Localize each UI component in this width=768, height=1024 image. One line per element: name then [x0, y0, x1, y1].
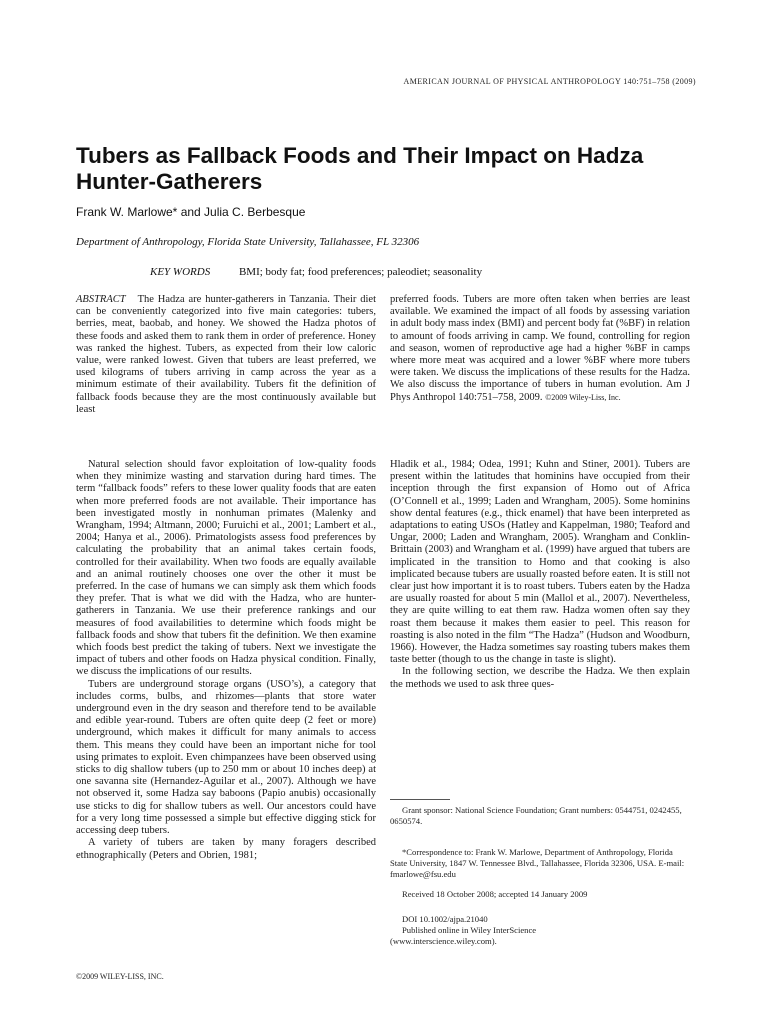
abstract-right-column [390, 294, 690, 404]
keywords [150, 266, 482, 278]
website-text: (www.interscience.wiley.com). [390, 936, 497, 946]
doi-text: DOI 10.1002/ajpa.21040 [402, 914, 488, 924]
keywords-label: KEY WORDS [150, 266, 211, 278]
body-paragraph: A variety of tubers are taken by many foragers described ethnographically (Peters and Obrien, 1981; [76, 837, 376, 861]
abstract-left-column [76, 294, 376, 416]
body-left-column [76, 459, 376, 862]
affiliation: Department of Anthropology, Florida State University, Tallahassee, FL 32306 [76, 236, 420, 248]
grant-sponsor-text: Grant sponsor: National Science Foundation; Grant numbers: 0544751, 0242455, 0650574. [390, 805, 682, 826]
footnote-received [390, 889, 690, 900]
abstract-copyright: ©2009 Wiley-Liss, Inc. [545, 392, 621, 402]
keywords-value: BMI; body fat; food preferences; paleodiet; seasonality [238, 266, 483, 278]
body-paragraph: Natural selection should favor exploitation of low-quality foods when they minimize wasting and starvation during hard times. The term “fallback foods” refers to these lower quality foods that are eaten when more preferred foods are not available. Their importance has been investigated mostly in nonhuman primates (Malenky and Wrangham, 1994; Altmann, 2000; Furuichi et al., 2001; Lambert et al., 2004; Hanya et al., 2006). Primatologists assess food preferences by calculating the probability that an animal takes certain foods, controlled for their availability. When two foods are equally available and an animal routinely chooses one over the other it must be preferred. In the case of humans we can simply ask them which foods they prefer. That is what we did with the Hadza, who are hunter-gatherers in Tanzania. We use their preference rankings and our measures of food availabilities to determine which foods might be fallback foods and show that tubers fit the definition. We then examine which foods best predict the taking of tubers. Next we investigate the impact of tubers and other foods on Hadza physical condition. Finally, we discuss the implications of our results. [76, 459, 376, 678]
abstract-text-left: The Hadza are hunter-gatherers in Tanzania. Their diet can be conveniently categorized into five main categories: tubers, berries, meat, baobab, and honey. We showed the Hadza photos of these foods and asked them to rank them in order of preference. Honey was ranked the highest. Tubers, as expected from their low caloric value, were ranked lowest. Given that tubers are least preferred, we used kilograms of tubers arriving in camp across the year as a minimum estimate of their availability. Tubers fit the definition of fallback foods because they are the most continuously available but least [76, 294, 376, 415]
received-text: Received 18 October 2008; accepted 14 January 2009 [402, 889, 588, 899]
footnote-grant-sponsor [390, 805, 690, 827]
body-paragraph: In the following section, we describe the Hadza. We then explain the methods we used to ask three ques- [390, 666, 690, 690]
body-paragraph: Hladik et al., 1984; Odea, 1991; Kuhn and Stiner, 2001). Tubers are present within the latitudes that hominins have occupied from their inception through the first expansion of Homo out of Africa (O’Connell et al., 1999; Laden and Wrangham, 2005). Some hominins show dental features (e.g., thick enamel) that have been interpreted as adaptations to eating USOs (Hatley and Kappelman, 1980; Teaford and Ungar, 2000; Laden and Wrangham, 2005). Wrangham and Conklin-Brittain (2003) and Wrangham et al. (1999) have argued that tubers are implicated in the transition to Homo and that cooking is also implicated because tubers are usually roasted before eaten. It is still not clear just how important it is to roast tubers. Tubers eaten by the Hadza are usually roasted for about 5 min (Mallol et al., 2007). Nevertheless, they are quite willing to eat them raw. Hadza women often say they roast them because it makes them easier to peel. This reason for roasting is also noted in the film “The Hadza” (Hudson and Woodburn, 1966). However, the Hadza sometimes say roasting tubers makes them taste better (though to us the change in taste is slight). [390, 459, 690, 666]
footnote-correspondence [390, 847, 690, 880]
correspondence-text: *Correspondence to: Frank W. Marlowe, Department of Anthropology, Florida State University, 1847 W. Tennessee Blvd., Tallahassee, Florida 32306, USA. E-mail: fmarlowe@fsu.edu [390, 847, 685, 879]
abstract-text-right: preferred foods. Tubers are more often taken when berries are least available. We examined the impact of all foods by assessing variation in adult body mass index (BMI) and percent body fat (%BF) in relation to amount of foods arriving in camp. We found, controlling for region and season, women of reproductive age had a higher %BF in camps where more meat was acquired and a lower %BF where more tubers were taken. We discuss the implications of these results for the Hadza. We also discuss the importance of tubers in human evolution. Am J Phys Anthropol 140:751–758, 2009. [390, 294, 690, 403]
body-right-column [390, 459, 690, 691]
page-footer: ©2009 WILEY-LISS, INC. [76, 972, 164, 981]
running-head: AMERICAN JOURNAL OF PHYSICAL ANTHROPOLOGY 140:751–758 (2009) [403, 77, 696, 86]
footnote-divider [390, 799, 450, 800]
article-title: Tubers as Fallback Foods and Their Impact on Hadza Hunter-Gatherers [76, 143, 644, 194]
abstract-label: ABSTRACT [76, 294, 126, 305]
body-paragraph: Tubers are underground storage organs (USO’s), a category that includes corms, bulbs, and rhizomes—plants that store water underground even in the dry season and therefore tend to be available and edible year-round. Tubers are often quite deep (2 feet or more) underground, which makes it difficult for many animals to access them. This means they could have been an important niche for tool using primates to exploit. Even chimpanzees have been observed using sticks to dig shallow tubers (up to 250 mm or about 10 inches deep) at one savanna site (Hernandez-Aguilar et al., 2007). Although we have not observed it, some Hadza say baboons (Papio anubis) occasionally use sticks to dig for shallow tubers as well. Our ancestors could have for a very long time possessed a simple but effective digging stick for accessing deep tubers. [76, 678, 376, 837]
footnote-doi [390, 914, 690, 947]
authors: Frank W. Marlowe* and Julia C. Berbesque [76, 205, 306, 219]
published-text: Published online in Wiley InterScience [402, 925, 537, 935]
